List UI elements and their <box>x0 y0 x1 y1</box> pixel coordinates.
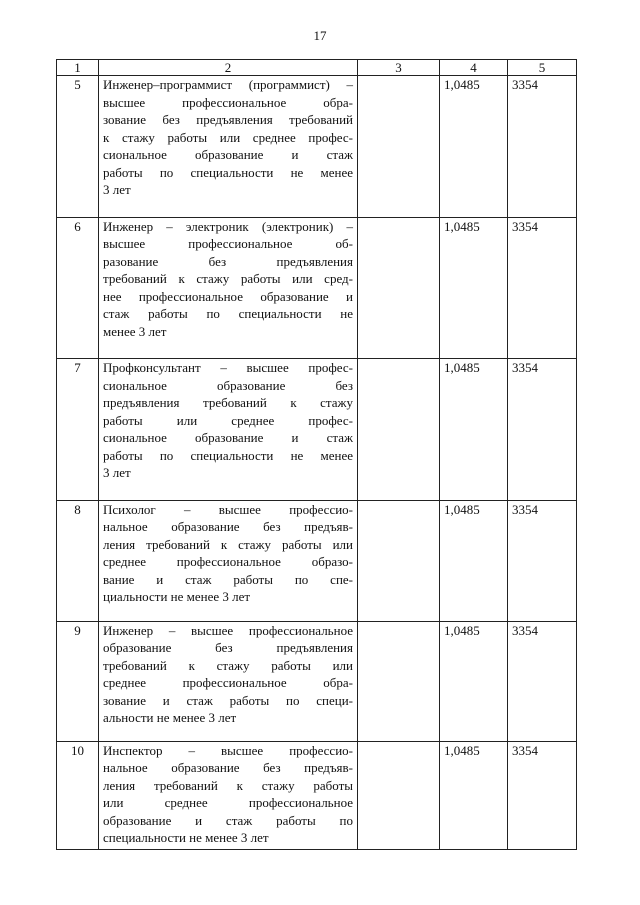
salary-cell: 3354 <box>508 217 577 359</box>
row-number: 6 <box>57 217 99 359</box>
position-description <box>99 500 358 621</box>
table-body <box>57 76 577 850</box>
description-line: среднее профессиональное обра- <box>103 675 353 690</box>
description-line: сиональное образование без <box>103 377 353 393</box>
description-line: вание и стаж работы по спе- <box>103 571 353 587</box>
row-number: 10 <box>57 741 99 849</box>
row-number: 7 <box>57 359 99 501</box>
column-3-cell <box>358 359 440 501</box>
description-line: работы или среднее профес- <box>103 412 353 428</box>
salary-cell: 3354 <box>508 621 577 741</box>
description-line: циальности не менее 3 лет <box>103 589 251 604</box>
column-3-cell <box>358 217 440 359</box>
description-line: Инженер – электроник (электроник) – <box>103 218 353 234</box>
salary-cell: 3354 <box>508 76 577 218</box>
description-line: среднее профессиональное образо- <box>103 554 353 569</box>
description-line: работы по специальности не менее <box>103 164 353 180</box>
salary-cell: 3354 <box>508 500 577 621</box>
description-line: высшее профессиональное об- <box>103 236 353 251</box>
position-description <box>99 359 358 501</box>
description-line: сиональное образование и стаж <box>103 147 353 162</box>
table-row <box>57 500 577 621</box>
header-col-3: 3 <box>358 60 440 76</box>
staff-table <box>56 59 577 850</box>
description-line: стаж работы по специальности не <box>103 306 353 321</box>
header-row <box>57 60 577 76</box>
coefficient-cell: 1,0485 <box>440 500 508 621</box>
header-col-2: 2 <box>99 60 358 76</box>
table-row <box>57 359 577 501</box>
salary-cell: 3354 <box>508 359 577 501</box>
coefficient-cell: 1,0485 <box>440 359 508 501</box>
coefficient-cell: 1,0485 <box>440 621 508 741</box>
description-line: Инженер–программист (программист) – <box>103 77 353 92</box>
page-number: 17 <box>313 28 327 43</box>
salary-cell: 3354 <box>508 741 577 849</box>
position-description <box>99 217 358 359</box>
description-line: Инженер – высшее профессиональное <box>103 622 353 638</box>
description-line: 3 лет <box>103 465 131 480</box>
description-line: предъявления требований к стажу <box>103 395 353 410</box>
description-line: нее профессиональное образование и <box>103 288 353 304</box>
header-col-5: 5 <box>508 60 577 76</box>
description-line: требований к стажу работы или <box>103 657 353 673</box>
row-number: 8 <box>57 500 99 621</box>
description-line: менее 3 лет <box>103 323 167 339</box>
description-line: нальное образование без предъяв- <box>103 519 353 534</box>
table-header <box>57 60 577 76</box>
table-row <box>57 741 577 849</box>
description-line: сиональное образование и стаж <box>103 430 353 445</box>
coefficient-cell: 1,0485 <box>440 76 508 218</box>
description-line: работы по специальности не менее <box>103 447 353 463</box>
column-3-cell <box>358 741 440 849</box>
description-line: образование без предъявления <box>103 640 353 655</box>
header-col-1: 1 <box>57 60 99 76</box>
description-line: разование без предъявления <box>103 253 353 269</box>
column-3-cell <box>358 621 440 741</box>
table-row <box>57 621 577 741</box>
position-description <box>99 741 358 849</box>
description-line: Профконсультант – высшее профес- <box>103 360 353 375</box>
position-description <box>99 621 358 741</box>
description-line: или среднее профессиональное <box>103 795 353 810</box>
table-row <box>57 217 577 359</box>
description-line: Инспектор – высшее профессио- <box>103 742 353 758</box>
column-3-cell <box>358 500 440 621</box>
description-line: ления требований к стажу работы или <box>103 536 353 552</box>
table-row <box>57 76 577 218</box>
coefficient-cell: 1,0485 <box>440 217 508 359</box>
description-line: зование без предъявления требований <box>103 112 353 127</box>
description-line: 3 лет <box>103 182 131 197</box>
row-number: 9 <box>57 621 99 741</box>
description-line: альности не менее 3 лет <box>103 710 237 725</box>
description-line: нальное образование без предъяв- <box>103 760 353 775</box>
description-line: образование и стаж работы по <box>103 812 353 828</box>
description-line: требований к стажу работы или сред- <box>103 271 353 286</box>
description-line: специальности не менее 3 лет <box>103 830 269 845</box>
row-number: 5 <box>57 76 99 218</box>
column-3-cell <box>358 76 440 218</box>
description-line: высшее профессиональное обра- <box>103 94 353 110</box>
header-col-4: 4 <box>440 60 508 76</box>
description-line: ления требований к стажу работы <box>103 777 353 793</box>
description-line: зование и стаж работы по специ- <box>103 692 353 708</box>
position-description <box>99 76 358 218</box>
description-line: Психолог – высшее профессио- <box>103 501 353 517</box>
description-line: к стажу работы или среднее профес- <box>103 129 353 145</box>
coefficient-cell: 1,0485 <box>440 741 508 849</box>
